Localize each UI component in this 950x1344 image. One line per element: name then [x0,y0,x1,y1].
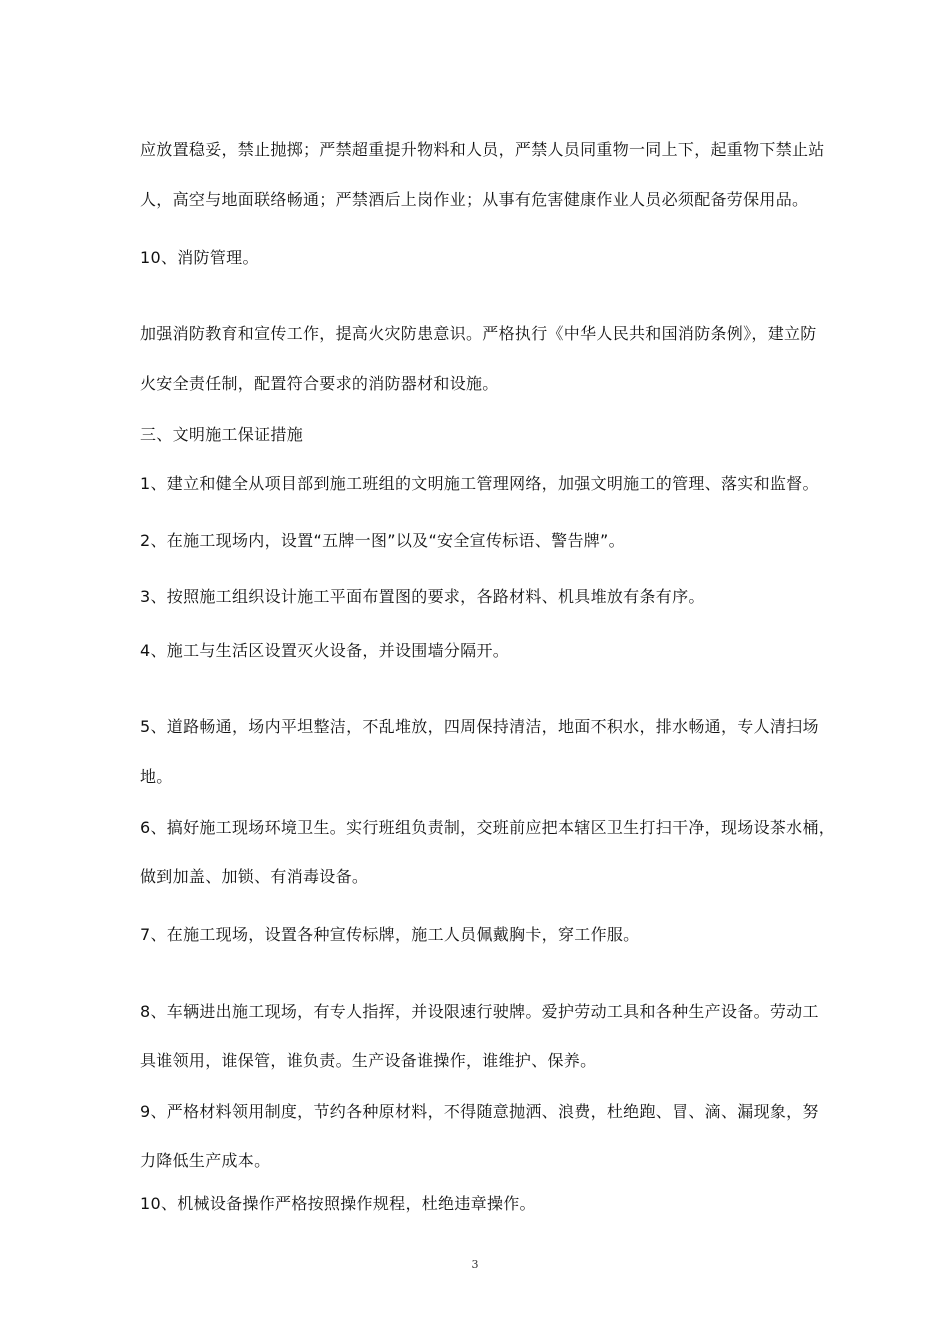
list-item-continuation: 做到加盖、加锁、有消毒设备。 [140,867,369,886]
list-item-continuation: 力降低生产成本。 [140,1151,271,1170]
list-item: 7、在施工现场，设置各种宣传标牌，施工人员佩戴胸卡，穿工作服。 [140,925,640,944]
list-item-continuation: 具谁领用，谁保管，谁负责。生产设备谁操作，谁维护、保养。 [140,1051,597,1070]
text-line: 火安全责任制，配置符合要求的消防器材和设施。 [140,374,499,393]
list-item: 9、严格材料领用制度，节约各种原材料，不得随意抛洒、浪费，杜绝跑、冒、滴、漏现象，努 [140,1102,819,1121]
text-line: 加强消防教育和宣传工作，提高火灾防患意识。严格执行《中华人民共和国消防条例》，建立防 [140,324,817,343]
section-heading: 三、文明施工保证措施 [140,425,304,444]
list-item: 1、建立和健全从项目部到施工班组的文明施工管理网络，加强文明施工的管理、落实和监督。 [140,474,819,493]
list-item: 2、在施工现场内，设置“五牌一图”以及“安全宣传标语、警告牌”。 [140,531,625,550]
section-heading: 10、消防管理。 [140,248,259,267]
text-line: 人，高空与地面联络畅通；严禁酒后上岗作业；从事有危害健康作业人员必须配备劳保用品。 [140,190,809,209]
list-item: 8、车辆进出施工现场，有专人指挥，并设限速行驶牌。爱护劳动工具和各种生产设备。劳动工 [140,1002,819,1021]
text-line: 应放置稳妥，禁止抛掷；严禁超重提升物料和人员，严禁人员同重物一同上下，起重物下禁止站 [140,140,825,159]
list-item: 3、按照施工组织设计施工平面布置图的要求，各路材料、机具堆放有条有序。 [140,587,705,606]
list-item: 5、道路畅通，场内平坦整洁，不乱堆放，四周保持清洁，地面不积水，排水畅通，专人清扫场 [140,717,819,736]
list-item: 4、施工与生活区设置灭火设备，并设围墙分隔开。 [140,641,510,660]
list-item-continuation: 地。 [140,767,173,786]
list-item: 10、机械设备操作严格按照操作规程，杜绝违章操作。 [140,1194,536,1213]
list-item: 6、搞好施工现场环境卫生。实行班组负责制，交班前应把本辖区卫生打扫干净，现场设茶水桶， [140,818,836,837]
page-number: 3 [471,1258,479,1271]
